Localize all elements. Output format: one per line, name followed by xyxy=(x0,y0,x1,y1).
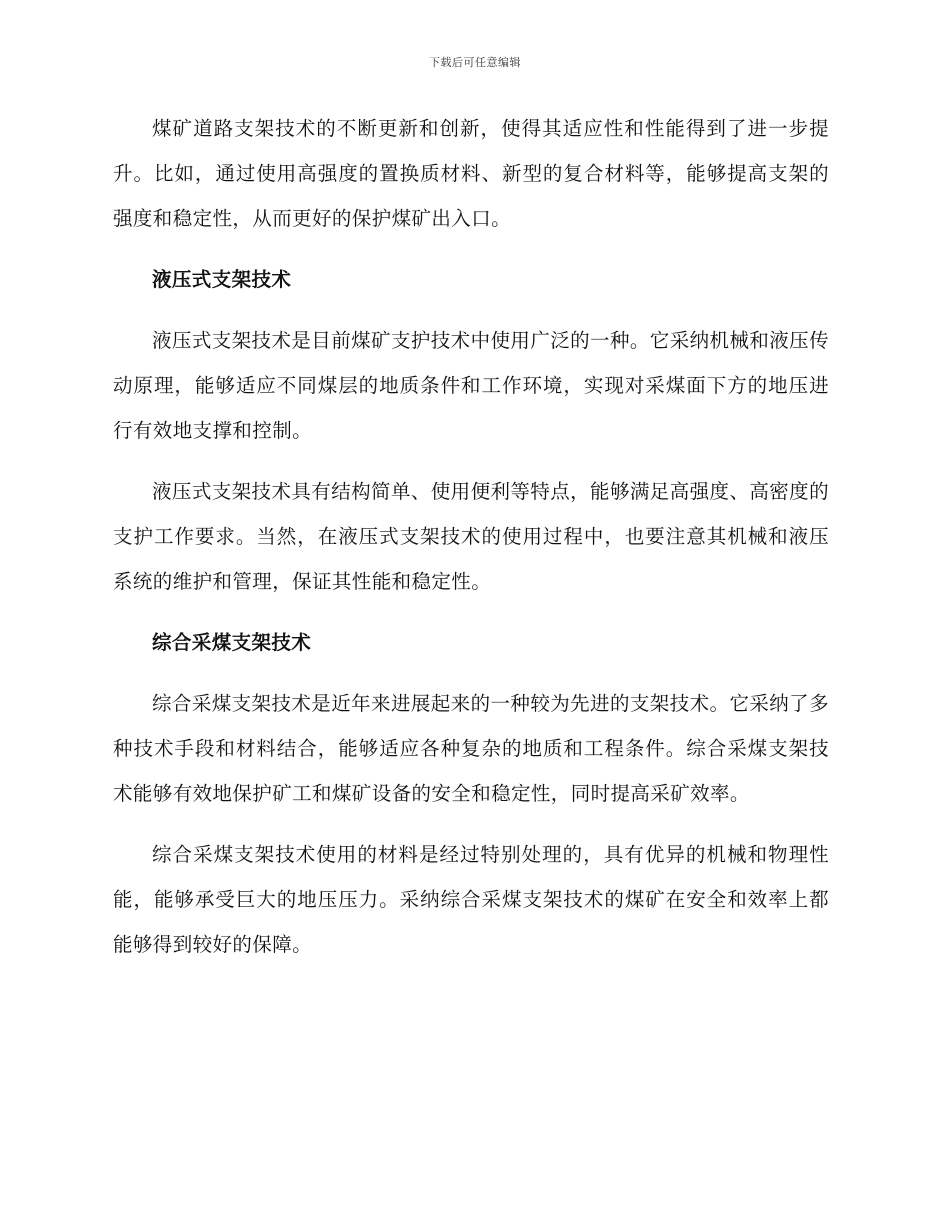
section-heading-hydraulic: 液压式支架技术 xyxy=(152,268,292,291)
paragraph-hydraulic-features: 液压式支架技术具有结构简单、使用便利等特点，能够满足高强度、高密度的支护工作要求。当然，在液压式支架技术的使用过程中，也要注意其机械和液压系统的维护和管理，保证其性能和稳定性。 xyxy=(113,480,829,593)
paragraph-hydraulic-overview: 液压式支架技术是目前煤矿支护技术中使用广泛的一种。它采纳机械和液压传动原理，能够适应不同煤层的地质条件和工作环境，实现对采煤面下方的地压进行有效地支撑和控制。 xyxy=(113,329,829,442)
page-header-note: 下载后可任意编辑 xyxy=(429,56,521,69)
section-heading-integrated: 综合采煤支架技术 xyxy=(152,631,312,654)
paragraph-integrated-materials: 综合采煤支架技术使用的材料是经过特别处理的，具有优异的机械和物理性能，能够承受巨大的地压压力。采纳综合采煤支架技术的煤矿在安全和效率上都能够得到较好的保障。 xyxy=(113,843,829,956)
paragraph-intro: 煤矿道路支架技术的不断更新和创新，使得其适应性和性能得到了进一步提升。比如，通过使用高强度的置换质材料、新型的复合材料等，能够提高支架的强度和稳定性，从而更好的保护煤矿出入口。 xyxy=(113,117,829,230)
document-body xyxy=(113,106,829,983)
paragraph-integrated-overview: 综合采煤支架技术是近年来进展起来的一种较为先进的支架技术。它采纳了多种技术手段和材料结合，能够适应各种复杂的地质和工程条件。综合采煤支架技术能够有效地保护矿工和煤矿设备的安全和稳定性，同时提高采矿效率。 xyxy=(113,692,829,805)
